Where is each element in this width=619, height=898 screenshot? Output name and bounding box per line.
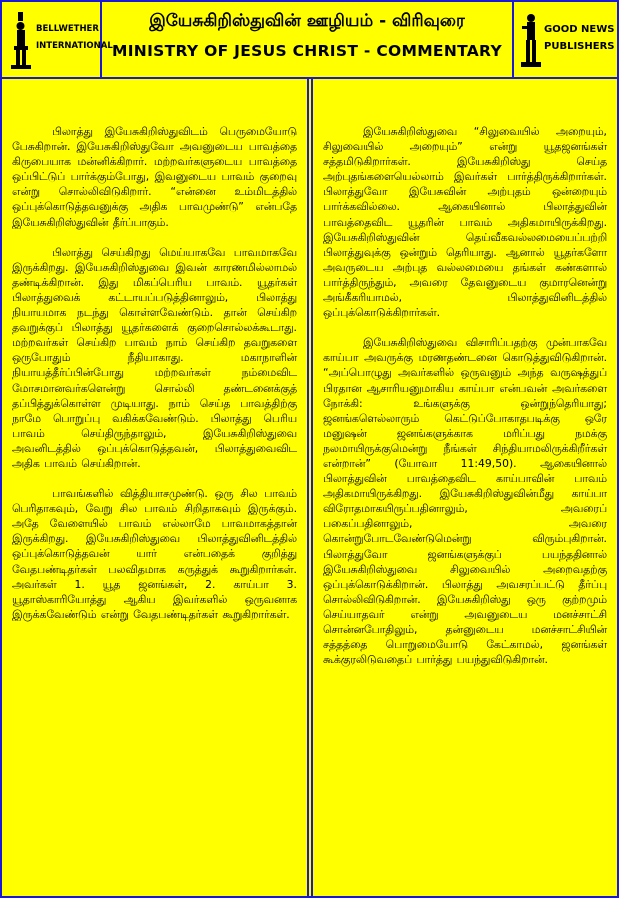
left-column [2,79,309,896]
header [2,2,617,79]
right-paragraph-2: இயேசுகிறிஸ்துவை விசாரிப்பதற்கு முன்பாகவே காய்பா அவருக்கு மரணதண்டனை கொடுத்துவிடுகிறான். “அப்பொழுது அவர்களில் ஒருவனும் அந்த வருஷத்துப் பிரதான ஆசாரியனுமாகிய காய்பா என்பவன் அவர்களை நோக்கி: உங்களுக்கு ஒன்றுந்தெரியாது; ஜனங்களெல்லாரும் கெட்டுப்போகாதபடிக்கு ஒரே மனுஷன் ஜனங்களுக்காக மரிப்பது நமக்கு நலமாயிருக்குமென்று நீங்கள் சிந்தியாமலிருக்கிறீர்கள் என்றான்” (யோவா 11:49,50). ஆகையினால் பிலாத்துவின் பாவத்தைவிட காய்பாவின் பாவம் அதிகமாயிருக்கிறது. இயேசுகிறிஸ்துவின்மீது காய்பா விரோதமாகயிருப்பதினாலும், அவரைப் பகைப்பதினாலும், அவரை கொன்றுபோடவேண்டுமென்று விரும்புகிறான். பிலாத்துவோ ஜனங்களுக்குப் பயந்ததினால் இயேசுகிறிஸ்துவை சிலுவையில் அறைவதற்கு ஒப்புக்கொடுக்கிறான். பிலாத்து அவசரப்பட்டு தீர்ப்பு சொல்லிவிடுகிறான். இயேசுகிறிஸ்து ஒரு குற்றமும் செய்யாதவர் என்று அவனுடைய மனச்சாட்சி சொன்னபோதிலும், தன்னுடைய மனச்சாட்சியின் சத்தத்தை பொறுமையோடு கேட்காமல், ஜனங்கள் கூக்குரலிடுவதைப் பார்த்து பயந்துவிடுகிறான். [323,336,607,667]
right-logo-line1: GOOD NEWS [544,24,615,35]
left-paragraph-3: பாவங்களில் வித்தியாசமுண்டு. ஒரு சில பாவம் பெரிதாகவும், வேறு சில பாவம் சிறிதாகவும் இருக்கும். அதே வேளையில் பாவம் எல்லாமே பாவமாகத்தான் இருக்கிறது. இயேசுகிறிஸ்துவை பிலாத்துவினிடத்தில் ஒப்புக்கொடுத்தவன் யார் என்பதைக் குறித்து வேதபண்டிதர்கள் பலவிதமாக கருத்துக் கூறுகிறார்கள். அவர்கள் 1. யூத ஜனங்கள், 2. காய்பா 3. யூதாஸ்காரியோத்து ஆகிய இவர்களில் ஒருவனாக இருக்கவேண்டும் என்று வேதபண்டிதர்கள் கூறுகிறார்கள். [12,487,297,621]
right-column [311,79,617,896]
torch-bearer-icon [8,12,34,70]
herald-icon [520,12,542,68]
right-logo-line2: PUBLISHERS [544,41,615,52]
title-block [102,2,512,77]
right-paragraph-1: இயேசுகிறிஸ்துவை “சிலுவையில் அறையும், சிலுவையில் அறையும்” என்று யூதஜனங்கள் சத்தமிடுகிறார்கள். இயேசுகிறிஸ்து செய்த அற்புதங்களையெல்லாம் இவர்கள் பார்த்திருக்கிறார்கள். பிலாத்துவோ இயேசுவின் அற்புதம் ஒன்றையும் பார்க்கவில்லை. ஆகையினால் பிலாத்துவின் பாவத்தைவிட யூதரின் பாவம் அதிகமாயிருக்கிறது. இயேசுகிறிஸ்துவின் தெய்வீகவல்லமையைப்பற்றி பிலாத்துவுக்கு ஒன்றும் தெரியாது. ஆனால் யூதர்களோ அவருடைய அற்புத வல்லமையை தங்கள் கண்களால் பார்த்திருந்தும், அவரை தேவனுடைய குமாரனென்று அங்கீகரியாமல், பிலாத்துவினிடத்தில் ஒப்புக்கொடுக்கிறார்கள். [323,125,607,320]
tamil-title: இயேசுகிறிஸ்துவின் ஊழியம் - விரிவுரை [149,11,465,31]
bellwether-logo [2,2,113,77]
left-logo-line2: INTERNATIONAL [36,41,113,51]
english-title: MINISTRY OF JESUS CHRIST - COMMENTARY [112,42,502,60]
good-news-logo [512,2,617,77]
left-column-text [12,124,297,622]
left-logo-line1: BELLWETHER [36,24,99,34]
right-column-text [323,124,607,667]
left-paragraph-2: பிலாத்து செய்கிறது மெய்யாகவே பாவமாகவே இருக்கிறது. இயேசுகிறிஸ்துவை இவன் காரணமில்லாமல் தண்டிக்கிறான். இது மிகப்பெரிய பாவம். யூதர்கள் பிலாத்துவைக் கட்டாயப்படுத்தினாலும், பிலாத்து நியாயமாக நடந்து கொள்ளவேண்டும். தான் செய்கிற தவறுக்குப் பிலாத்து யூதர்களைக் குறைசொல்லக்கூடாது. மற்றவர்கள் செய்கிற பாவம் நாம் செய்கிற தவறுகளை ஒருபோதும் நீதியாகாது. மகாநாளின் நியாயத்தீர்ப்பின்போது மற்றவர்கள் நம்மைவிட மோசமானவர்களென்று சொல்லி தண்டனைக்குத் தப்பித்துக்கொள்ள முடியாது. நாம் செய்த பாவத்திற்கு நாமே பொறுப்பு வகிக்கவேண்டும். பிலாத்து பெரிய பாவம் செய்திருந்தாலும், இயேசுகிறிஸ்துவை அவனிடத்தில் ஒப்புக்கொடுத்தவன், பிலாத்துவைவிட அதிக பாவம் செய்கிறான். [12,245,297,470]
left-paragraph-1: பிலாத்து இயேசுகிறிஸ்துவிடம் பெருமையோடு பேசுகிறான். இயேசுகிறிஸ்துவோ அவனுடைய பாவத்தை கிருபையாக மன்னிக்கிறார். மற்றவர்களுடைய பாவத்தை ஒப்பிட்டுப் பார்க்கும்போது, இவனுடைய பாவம் குறைவு என்று சொல்லிவிடுகிறார். “என்னை உம்மிடத்தில் ஒப்புக்கொடுத்தவனுக்கு அதிக பாவமுண்டு” என்பதே இயேசுகிறிஸ்துவின் தீர்ப்பாகும். [12,125,297,229]
